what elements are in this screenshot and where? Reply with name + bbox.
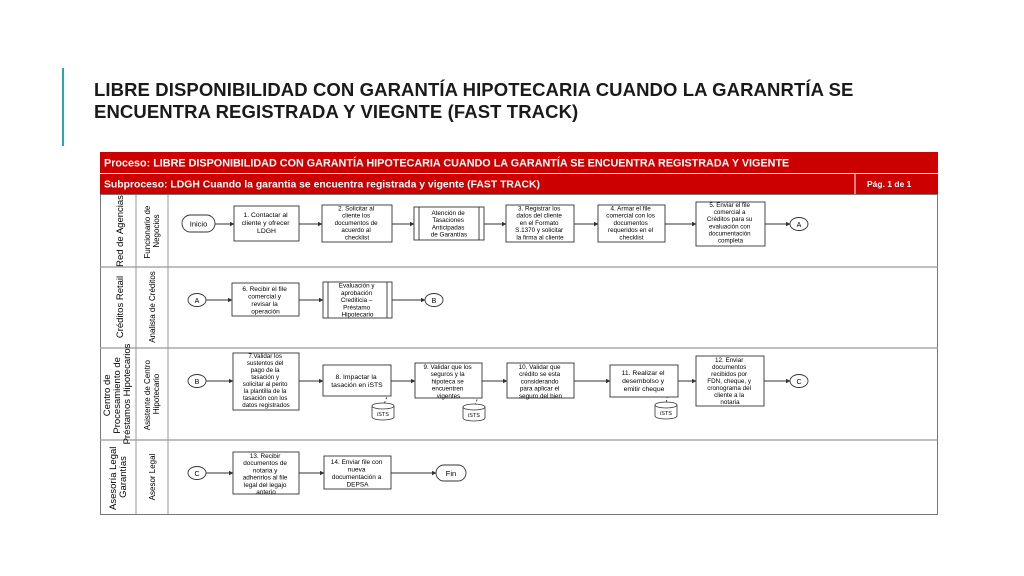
svg-text:13. Recibir documentos d: 13. Recibir documentos de notaria y adherirlos al file legal del legajo anterio [242, 453, 288, 496]
page-title-line-1: LIBRE DISPONIBILIDAD CON GARANTÍA HIPOTECARIA CUANDO LA GARANRTÍA SE [94, 79, 854, 100]
connector-a-in [188, 294, 206, 307]
svg-text:Centro de Procesamiento: Centro de Procesamiento de Préstamos Hipotecarios [102, 343, 133, 445]
svg-text:Asistente de Centro Hipo: Asistente de Centro Hipotecario [143, 359, 161, 431]
step-1-contactar-cliente [234, 206, 299, 241]
accent-bar [62, 68, 64, 146]
page-number: Pág. 1 de 1 [867, 179, 912, 189]
svg-text:Red de Agencias: Red de Agencias [115, 195, 126, 267]
ists-database-icon [655, 402, 677, 419]
ists-database-icon [372, 403, 394, 420]
connector-b-out [425, 294, 443, 307]
svg-text:9. Validar que los segur: 9. Validar que los seguros y la hipoteca se encuentren vigentes [423, 364, 472, 400]
step-6-recibir-file [232, 283, 299, 316]
subprocess-evaluacion-crediticia [323, 282, 392, 319]
step-13-recibir-documentos-notaria [233, 452, 299, 496]
svg-text:Fin: Fin [445, 469, 457, 478]
svg-text:11. Realizar el desembol: 11. Realizar el desembolso y emitir cheque [621, 370, 665, 393]
step-4-armar-file [598, 205, 665, 242]
step-12-enviar-documentos [696, 356, 764, 406]
page-title-line-2: ENCUENTRA REGISTRADA Y VIEGNTE (FAST TRACK) [94, 101, 579, 122]
svg-text:4. Armar el file comerci: 4. Armar el file comercial con los documentos requeridos en el checklist [606, 205, 655, 242]
svg-text:Créditos Retail: Créditos Retail [115, 275, 126, 339]
svg-text:C: C [194, 471, 200, 478]
svg-text:7.Validar los sustentos: 7.Validar los sustentos del pago de la tasación y solicitar al perito la plantilla de la tasación con los datos registrados [242, 353, 290, 409]
connector-c-out [790, 375, 808, 388]
svg-text:B: B [194, 379, 200, 386]
subprocess-header-text: Subproceso: LDGH Cuando la garantia se encuentra registrada y vigente (FAST TRACK) [104, 179, 540, 191]
svg-text:iSTS: iSTS [377, 412, 389, 418]
svg-text:Funcionario de Negocios: Funcionario de Negocios [143, 205, 161, 259]
svg-text:Inicio: Inicio [189, 219, 208, 229]
svg-text:iSTS: iSTS [468, 413, 480, 419]
connector-b-in [188, 375, 206, 388]
process-header-text: Proceso: LIBRE DISPONIBILIDAD CON GARANTÍA HIPOTECARIA CUANDO LA GARANTÍA SE ENCUENTRA REGISTRADA Y VIGENTE [104, 157, 790, 170]
step-11-realizar-desembolso [610, 365, 678, 397]
svg-text:iSTS: iSTS [660, 411, 672, 417]
svg-text:Evaluación y aprobación: Evaluación y aprobación Crediticia – Préstamo Hipotecario [338, 282, 375, 319]
step-10-validar-credito [507, 363, 574, 400]
svg-text:Atención de Tasaciones: Atención de Tasaciones Anticipadas de Garantías [430, 210, 468, 239]
subprocess-atencion-tasaciones [414, 207, 484, 240]
connector-c-in [188, 467, 206, 480]
lane-4-label [108, 444, 157, 510]
step-2-solicitar-documentos [322, 205, 392, 242]
end-terminal [436, 465, 466, 481]
step-9-validar-seguros [415, 363, 482, 400]
step-3-registrar-datos [506, 205, 574, 242]
svg-text:8. Impactar la tasación: 8. Impactar la tasación en iSTS [331, 374, 383, 389]
step-14-enviar-file-depsa [324, 456, 391, 489]
step-5-enviar-file [696, 202, 765, 246]
svg-text:Analista de Créditos: Analista de Créditos [148, 271, 157, 343]
process-flow-diagram [100, 152, 938, 515]
svg-text:Asesor Legal: Asesor Legal [148, 453, 157, 501]
page-title [94, 79, 974, 123]
svg-text:14. Enviar file con nuev: 14. Enviar file con nueva documentación a DEPSA [330, 459, 383, 489]
start-terminal [182, 215, 215, 232]
ists-database-icon [463, 404, 485, 421]
svg-text:A: A [194, 298, 200, 305]
lane-1-label [115, 195, 161, 267]
svg-text:2. Solicitar al cliente: 2. Solicitar al cliente los documentos de acuerdo al checklist [334, 205, 378, 242]
lane-3-label [102, 343, 161, 444]
svg-text:C: C [796, 379, 802, 386]
svg-text:A: A [796, 222, 802, 229]
step-7-validar-sustentos [233, 353, 299, 410]
svg-text:Asesoría Legal Garantías: Asesoría Legal Garantías [108, 446, 129, 511]
svg-text:10. Validar que crédito: 10. Validar que crédito se esta considerando para aplicar el seguro del bien [518, 364, 563, 400]
step-8-impactar-tasacion [323, 365, 391, 396]
svg-text:6. Recibir el file comer: 6. Recibir el file comercial y revisar la operación [242, 286, 287, 316]
svg-text:1. Contactar al cliente: 1. Contactar al cliente y ofrecer LDGH [241, 212, 290, 235]
connector-a-out [790, 218, 808, 231]
svg-text:3. Registrar los datos d: 3. Registrar los datos del cliente en el Formato S.1370 y solicitar la firma al cliente [515, 205, 564, 242]
svg-text:B: B [431, 298, 437, 305]
svg-text:5. Enviar el file comerc: 5. Enviar el file comercial a Créditos para su evaluación con documentación completa [706, 202, 753, 245]
svg-text:12. Enviar documentos: 12. Enviar documentos recibidos por FDN, cheque, y cronograma del cliente a la notaria [707, 357, 752, 406]
